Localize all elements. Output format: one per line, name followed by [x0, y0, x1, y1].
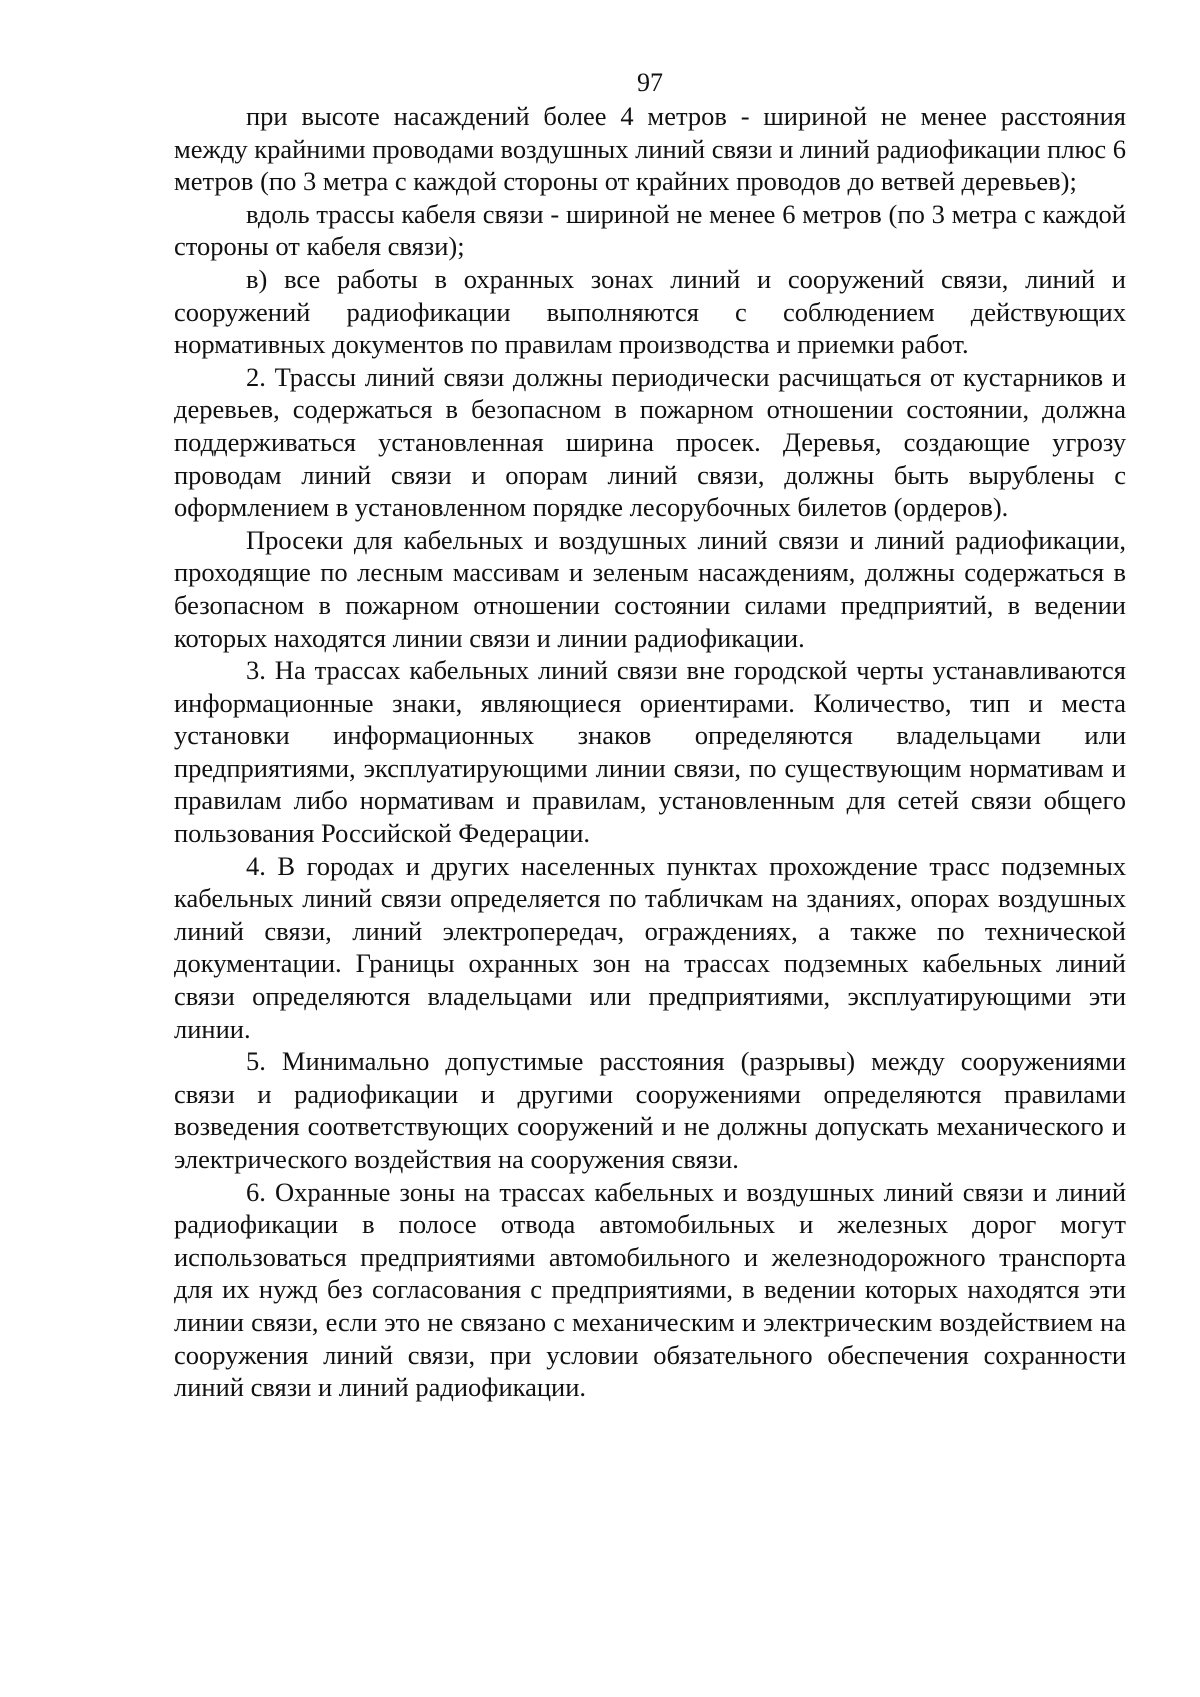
paragraph-item-6: 6. Охранные зоны на трассах кабельных и воздушных линий связи и линий радиофикации в полосе отвода автомобильных и железных дорог могут использоваться предприятиями автомобильного и железнодорожного транспорта для их нужд без согласования с предприятиями, в ведении которых находятся эти линии связи, если это не связано с механическим и электрическим воздействием на сооружения линий связи, при условии обязательного обеспечения сохранности линий связи и линий радиофикации. [174, 1176, 1126, 1403]
paragraph-item-5: 5. Минимально допустимые расстояния (разрывы) между сооружениями связи и радиофикации и другими сооружениями определяются правилами возведения соответствующих сооружений и не должны допускать механического и электрического воздействия на сооружения связи. [174, 1046, 1126, 1174]
paragraph-item-3: 3. На трассах кабельных линий связи вне городской черты устанавливаются информационные знаки, являющиеся ориентирами. Количество, тип и места установки информационных знаков определяются владельцами или предприятиями, эксплуатирующими линии связи, по существующим нормативам и правилам либо нормативам и правилам, установленным для сетей связи общего пользования Российской Федерации. [174, 655, 1126, 849]
page-number: 97 [637, 68, 663, 97]
paragraph-clearings: Просеки для кабельных и воздушных линий связи и линий радиофикации, проходящие по лесным массивам и зеленым насаждениям, должны содержаться в безопасном в пожарном отношении состоянии силами предприятий, в ведении которых находятся линии связи и линии радиофикации. [174, 524, 1126, 653]
paragraph-height-over-4m: при высоте насаждений более 4 метров - шириной не менее расстояния между крайними проводами воздушных линий связи и линий радиофикации плюс 6 метров (по 3 метра с каждой стороны от крайних проводов до ветвей деревьев); [174, 101, 1126, 197]
paragraph-item-4: 4. В городах и других населенных пунктах прохождение трасс подземных кабельных линий связи определяется по табличкам на зданиях, опорах воздушных линий связи, линий электропередач, ограждениях, а также по технической документации. Границы охранных зон на трассах подземных кабельных линий связи определяются владельцами или предприятиями, эксплуатирующими эти линии. [174, 850, 1126, 1044]
paragraph-item-2: 2. Трассы линий связи должны периодически расчищаться от кустарников и деревьев, содержаться в безопасном в пожарном отношении состоянии, должна поддерживаться установленная ширина просек. Деревья, создающие угрозу проводам линий связи и опорам линий связи, должны быть вырублены с оформлением в установленном порядке лесорубочных билетов (ордеров). [174, 361, 1126, 523]
document-page [174, 68, 1126, 1404]
paragraph-cable-route: вдоль трассы кабеля связи - шириной не менее 6 метров (по 3 метра с каждой стороны от кабеля связи); [174, 198, 1126, 262]
paragraph-item-v: в) все работы в охранных зонах линий и сооружений связи, линий и сооружений радиофикации выполняются с соблюдением действующих нормативных документов по правилам производства и приемки работ. [174, 263, 1126, 360]
